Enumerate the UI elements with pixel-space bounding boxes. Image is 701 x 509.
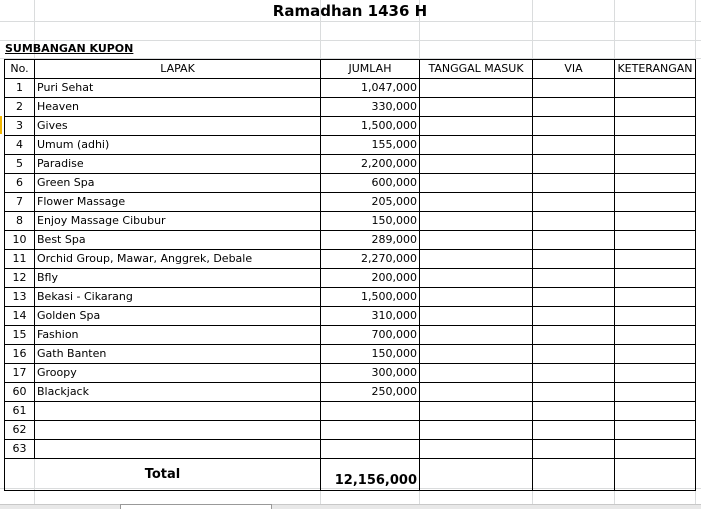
row-tanggal-cell[interactable] (420, 231, 533, 250)
section-title[interactable]: SUMBANGAN KUPON (5, 42, 134, 55)
row-jumlah-cell[interactable] (321, 402, 420, 421)
row-via-cell[interactable] (533, 136, 615, 155)
row-jumlah-cell[interactable]: 300,000 (321, 364, 420, 383)
row-no-cell[interactable]: 5 (5, 155, 35, 174)
row-jumlah-cell[interactable]: 2,270,000 (321, 250, 420, 269)
row-no-cell[interactable]: 2 (5, 98, 35, 117)
row-lapak-cell[interactable]: Umum (adhi) (35, 136, 321, 155)
row-no-cell[interactable]: 7 (5, 193, 35, 212)
table-row (5, 307, 696, 326)
row-tanggal-cell[interactable] (420, 440, 533, 459)
row-tanggal-cell[interactable] (420, 250, 533, 269)
table-row (5, 117, 696, 136)
row-via-cell[interactable] (533, 269, 615, 288)
total-tanggal-cell[interactable] (420, 459, 533, 491)
row-lapak-cell[interactable]: Enjoy Massage Cibubur (35, 212, 321, 231)
row-no-cell[interactable]: 62 (5, 421, 35, 440)
table-row (5, 288, 696, 307)
row-jumlah-cell[interactable]: 205,000 (321, 193, 420, 212)
table-row (5, 231, 696, 250)
sheet-title[interactable]: Ramadhan 1436 H (272, 2, 428, 20)
total-label[interactable]: Total (5, 459, 321, 491)
row-tanggal-cell[interactable] (420, 307, 533, 326)
table-row (5, 421, 696, 440)
row-tanggal-cell[interactable] (420, 79, 533, 98)
row-no-cell[interactable]: 6 (5, 174, 35, 193)
row-via-cell[interactable] (533, 79, 615, 98)
sheet-tab-bar (0, 504, 701, 509)
row-tanggal-cell[interactable] (420, 383, 533, 402)
row-jumlah-cell[interactable] (321, 421, 420, 440)
header-jumlah[interactable]: JUMLAH (321, 60, 420, 79)
active-row-marker (0, 116, 2, 134)
kupon-table (4, 59, 696, 491)
row-keterangan-cell[interactable] (615, 288, 696, 307)
row-tanggal-cell[interactable] (420, 269, 533, 288)
row-lapak-cell[interactable]: Puri Sehat (35, 79, 321, 98)
row-lapak-cell[interactable]: Gives (35, 117, 321, 136)
row-via-cell[interactable] (533, 364, 615, 383)
table-row (5, 402, 696, 421)
row-jumlah-cell[interactable]: 700,000 (321, 326, 420, 345)
table-row (5, 326, 696, 345)
row-lapak-cell[interactable]: Fashion (35, 326, 321, 345)
row-keterangan-cell[interactable] (615, 269, 696, 288)
total-row (5, 459, 696, 491)
row-keterangan-cell[interactable] (615, 136, 696, 155)
table-body (5, 79, 696, 459)
row-via-cell[interactable] (533, 193, 615, 212)
row-no-cell[interactable]: 11 (5, 250, 35, 269)
row-jumlah-cell[interactable]: 250,000 (321, 383, 420, 402)
row-jumlah-cell[interactable]: 150,000 (321, 212, 420, 231)
row-no-cell[interactable]: 3 (5, 117, 35, 136)
row-via-cell[interactable] (533, 326, 615, 345)
table-row (5, 79, 696, 98)
row-via-cell[interactable] (533, 155, 615, 174)
table-row (5, 383, 696, 402)
total-value[interactable]: 12,156,000 (321, 459, 420, 491)
row-via-cell[interactable] (533, 174, 615, 193)
header-no[interactable]: No. (5, 60, 35, 79)
row-via-cell[interactable] (533, 212, 615, 231)
table-row (5, 269, 696, 288)
table-row (5, 345, 696, 364)
table-row (5, 250, 696, 269)
row-tanggal-cell[interactable] (420, 326, 533, 345)
row-via-cell[interactable] (533, 402, 615, 421)
row-lapak-cell[interactable]: Groopy (35, 364, 321, 383)
row-keterangan-cell[interactable] (615, 326, 696, 345)
row-via-cell[interactable] (533, 421, 615, 440)
row-no-cell[interactable]: 13 (5, 288, 35, 307)
row-keterangan-cell[interactable] (615, 345, 696, 364)
row-no-cell[interactable]: 17 (5, 364, 35, 383)
row-tanggal-cell[interactable] (420, 136, 533, 155)
row-jumlah-cell[interactable]: 200,000 (321, 269, 420, 288)
row-via-cell[interactable] (533, 307, 615, 326)
row-tanggal-cell[interactable] (420, 402, 533, 421)
row-lapak-cell[interactable]: Heaven (35, 98, 321, 117)
header-lapak[interactable]: LAPAK (35, 60, 321, 79)
row-via-cell[interactable] (533, 250, 615, 269)
row-tanggal-cell[interactable] (420, 345, 533, 364)
row-jumlah-cell[interactable]: 289,000 (321, 231, 420, 250)
row-keterangan-cell[interactable] (615, 440, 696, 459)
table-row (5, 136, 696, 155)
row-via-cell[interactable] (533, 383, 615, 402)
row-no-cell[interactable]: 16 (5, 345, 35, 364)
table-row (5, 174, 696, 193)
row-tanggal-cell[interactable] (420, 421, 533, 440)
row-tanggal-cell[interactable] (420, 288, 533, 307)
row-jumlah-cell[interactable]: 2,200,000 (321, 155, 420, 174)
row-tanggal-cell[interactable] (420, 98, 533, 117)
row-no-cell[interactable]: 12 (5, 269, 35, 288)
row-via-cell[interactable] (533, 345, 615, 364)
row-keterangan-cell[interactable] (615, 193, 696, 212)
row-no-cell[interactable]: 10 (5, 231, 35, 250)
row-keterangan-cell[interactable] (615, 307, 696, 326)
row-lapak-cell[interactable]: Paradise (35, 155, 321, 174)
row-jumlah-cell[interactable]: 150,000 (321, 345, 420, 364)
row-lapak-cell[interactable]: Gath Banten (35, 345, 321, 364)
row-keterangan-cell[interactable] (615, 231, 696, 250)
row-jumlah-cell[interactable]: 600,000 (321, 174, 420, 193)
row-no-cell[interactable]: 60 (5, 383, 35, 402)
row-tanggal-cell[interactable] (420, 174, 533, 193)
row-keterangan-cell[interactable] (615, 117, 696, 136)
header-tanggal-masuk[interactable]: TANGGAL MASUK (420, 60, 533, 79)
row-jumlah-cell[interactable]: 155,000 (321, 136, 420, 155)
row-lapak-cell[interactable]: Flower Massage (35, 193, 321, 212)
row-via-cell[interactable] (533, 98, 615, 117)
row-tanggal-cell[interactable] (420, 155, 533, 174)
table-row (5, 155, 696, 174)
row-jumlah-cell[interactable]: 1,047,000 (321, 79, 420, 98)
row-via-cell[interactable] (533, 440, 615, 459)
row-no-cell[interactable]: 61 (5, 402, 35, 421)
row-keterangan-cell[interactable] (615, 421, 696, 440)
header-via[interactable]: VIA (533, 60, 615, 79)
row-no-cell[interactable]: 63 (5, 440, 35, 459)
row-lapak-cell[interactable]: Orchid Group, Mawar, Anggrek, Debale (35, 250, 321, 269)
row-keterangan-cell[interactable] (615, 402, 696, 421)
total-via-cell[interactable] (533, 459, 615, 491)
table-row (5, 98, 696, 117)
row-no-cell[interactable]: 8 (5, 212, 35, 231)
row-keterangan-cell[interactable] (615, 174, 696, 193)
row-jumlah-cell[interactable]: 1,500,000 (321, 288, 420, 307)
row-keterangan-cell[interactable] (615, 364, 696, 383)
row-keterangan-cell[interactable] (615, 383, 696, 402)
row-no-cell[interactable]: 14 (5, 307, 35, 326)
row-via-cell[interactable] (533, 117, 615, 136)
row-tanggal-cell[interactable] (420, 364, 533, 383)
row-no-cell[interactable]: 1 (5, 79, 35, 98)
row-tanggal-cell[interactable] (420, 193, 533, 212)
table-row (5, 212, 696, 231)
row-no-cell[interactable]: 15 (5, 326, 35, 345)
table-row (5, 193, 696, 212)
row-keterangan-cell[interactable] (615, 155, 696, 174)
row-jumlah-cell[interactable]: 1,500,000 (321, 117, 420, 136)
row-lapak-cell[interactable]: Blackjack (35, 383, 321, 402)
total-keterangan-cell[interactable] (615, 459, 696, 491)
row-lapak-cell[interactable]: Bekasi - Cikarang (35, 288, 321, 307)
row-no-cell[interactable]: 4 (5, 136, 35, 155)
row-lapak-cell[interactable]: Golden Spa (35, 307, 321, 326)
row-jumlah-cell[interactable]: 330,000 (321, 98, 420, 117)
table-row (5, 440, 696, 459)
row-lapak-cell[interactable]: Bfly (35, 269, 321, 288)
row-lapak-cell[interactable] (35, 421, 321, 440)
table-row (5, 364, 696, 383)
row-lapak-cell[interactable]: Green Spa (35, 174, 321, 193)
row-keterangan-cell[interactable] (615, 98, 696, 117)
header-row (5, 60, 696, 79)
row-jumlah-cell[interactable] (321, 440, 420, 459)
row-tanggal-cell[interactable] (420, 117, 533, 136)
row-keterangan-cell[interactable] (615, 250, 696, 269)
row-lapak-cell[interactable] (35, 440, 321, 459)
sheet-tab[interactable] (120, 504, 272, 509)
row-lapak-cell[interactable]: Best Spa (35, 231, 321, 250)
row-lapak-cell[interactable] (35, 402, 321, 421)
row-jumlah-cell[interactable]: 310,000 (321, 307, 420, 326)
row-keterangan-cell[interactable] (615, 212, 696, 231)
header-keterangan[interactable]: KETERANGAN (615, 60, 696, 79)
row-via-cell[interactable] (533, 231, 615, 250)
row-keterangan-cell[interactable] (615, 79, 696, 98)
row-tanggal-cell[interactable] (420, 212, 533, 231)
row-via-cell[interactable] (533, 288, 615, 307)
